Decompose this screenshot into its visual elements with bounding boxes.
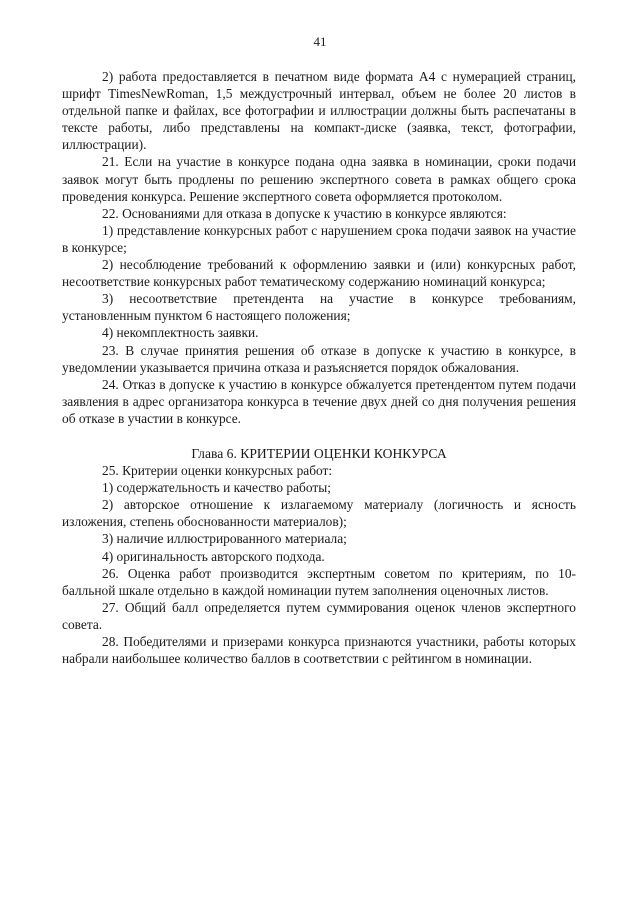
paragraph-28: 28. Победителями и призерами конкурса признаются участники, работы которых набрали наибольшее количество баллов в соответствии с рейтингом в номинации. (62, 634, 576, 667)
paragraph-22-item-1: 1) представление конкурсных работ с нарушением срока подачи заявок на участие в конкурсе; (62, 222, 576, 255)
paragraph-25-item-2: 2) авторское отношение к излагаемому материалу (логичность и ясность изложения, степень обоснованности материалов); (62, 497, 576, 530)
paragraph-25-item-4: 4) оригинальность авторского подхода. (102, 548, 325, 564)
paragraph-21: 21. Если на участие в конкурсе подана одна заявка в номинации, сроки подачи заявок могут быть продлены по решению экспертного совета в рамках общего срока проведения конкурса. Решение экспертного совета оформляется протоколом. (62, 154, 576, 204)
paragraph-22: 22. Основаниями для отказа в допуске к участию в конкурсе являются: (102, 205, 507, 221)
paragraph-item-2-format: 2) работа предоставляется в печатном виде формата А4 с нумерацией страниц, шрифт TimesNewRoman, 1,5 междустрочный интервал, объем не более 20 листов в отдельной папке и файлах, все фотографии и иллюстрации должны быть распечатаны в тексте работы, либо представлены на компакт-диске (заявка, текст, фотографии, иллюстрации). (62, 69, 576, 153)
page-number: 41 (313, 34, 327, 49)
paragraph-25-item-3: 3) наличие иллюстрированного материала; (102, 531, 347, 547)
paragraph-22-item-2: 2) несоблюдение требований к оформлению заявки и (или) конкурсных работ, несоответствие конкурсных работ тематическому содержанию номинаций конкурса; (62, 257, 576, 290)
paragraph-25: 25. Критерии оценки конкурсных работ: (102, 463, 333, 479)
paragraph-23: 23. В случае принятия решения об отказе в допуске к участию в конкурсе, в уведомлении указывается причина отказа и разъясняется порядок обжалования. (62, 342, 576, 375)
document-body (62, 68, 576, 667)
paragraph-22-item-3: 3) несоответствие претендента на участие в конкурсе требованиям, установленным пунктом 6 настоящего положения; (62, 291, 576, 324)
chapter-title: Глава 6. КРИТЕРИИ ОЦЕНКИ КОНКУРСА (191, 445, 447, 461)
paragraph-27: 27. Общий балл определяется путем суммирования оценок членов экспертного совета. (62, 599, 576, 632)
paragraph-24: 24. Отказ в допуске к участию в конкурсе обжалуется претендентом путем подачи заявления в адрес организатора конкурса в течение двух дней со дня получения решения об отказе в участии в конкурсе. (62, 376, 576, 426)
paragraph-25-item-1: 1) содержательность и качество работы; (102, 480, 331, 496)
paragraph-22-item-4: 4) некомплектность заявки. (102, 325, 259, 341)
paragraph-26: 26. Оценка работ производится экспертным советом по критериям, по 10-балльной шкале отдельно в каждой номинации путем заполнения оценочных листов. (62, 565, 576, 598)
